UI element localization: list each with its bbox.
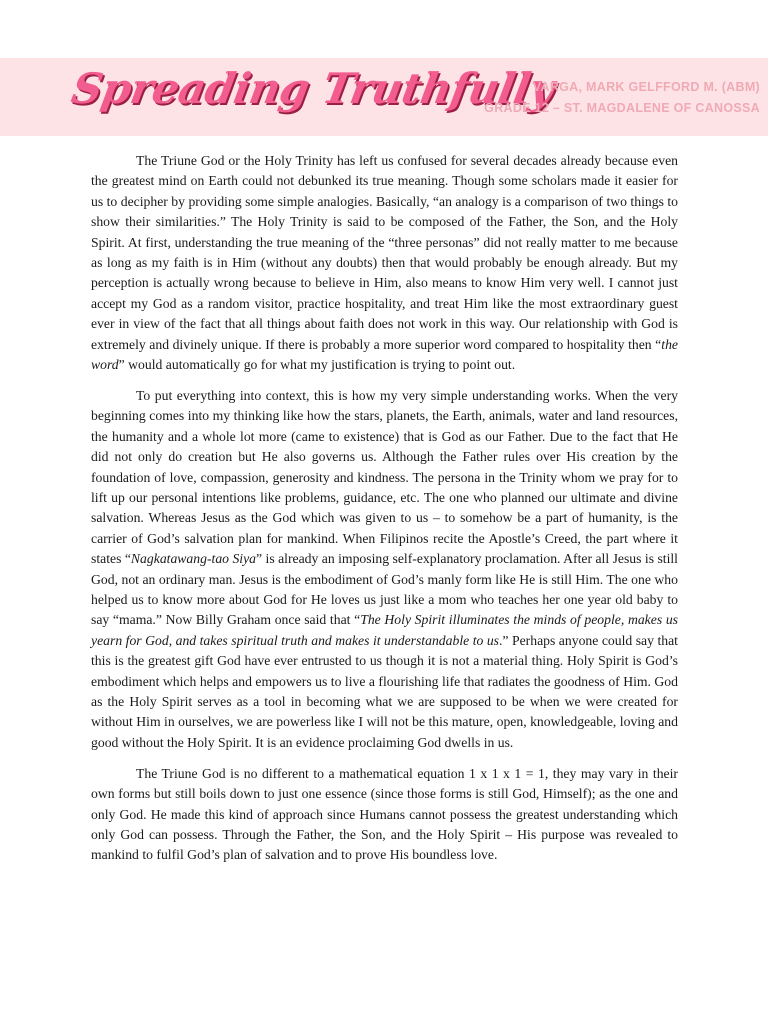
paragraph-2-text-a: To put everything into context, this is how my very simple understanding works. When the very beginning comes into my thinking like how the stars, planets, the Earth, animals, water and land resources, the humanity and a whole lot more (came to existence) that is God as our Father. Due to the fact that He did not only do creation but He also governs us. Although the Father rules over His creation by the foundation of love, compassion, generosity and kindness. The persona in the Trinity whom we pray for to lift up our personal intentions like problems, guidance, etc. The one who planned our ultimate and divine salvation. Whereas Jesus as the God which was given to us – to somehow be a part of humanity, is the carrier of God’s salvation plan for mankind. When Filipinos recite the Apostle’s Creed, the part where it states “ (91, 387, 678, 567)
document-title: Spreading Truthfully (68, 64, 558, 113)
paragraph-2-emphasis-quote: The Holy Spirit illuminates the minds of people, makes us yearn for God, and takes spiritual truth and makes it understandable to us (91, 612, 678, 648)
header-banner (0, 58, 768, 136)
paragraph-2 (91, 386, 678, 753)
paragraph-3 (91, 764, 678, 866)
author-block (484, 77, 760, 119)
paragraph-1-text-b: ” would automatically go for what my justification is trying to point out. (118, 357, 516, 373)
author-name: VARGA, MARK GELFFORD M. (ABM) (532, 80, 760, 94)
essay-body (91, 151, 678, 876)
paragraph-2-text-c: .” Perhaps anyone could say that this is the greatest gift God have ever entrusted to us though it is not a material thing. Holy Spirit is God’s embodiment which helps and empowers us to live a flourishing life that radiates the goodness of Him. God as the Holy Spirit serves as a tool in becoming what we are supposed to be when we were created for without Him in ourselves, we are powerless like I will not be this mature, open, knowledgeable, loving and good without the Holy Spirit. It is an evidence proclaiming God dwells in us. (91, 632, 678, 750)
author-grade-section: GRADE 12 – ST. MAGDALENE OF CANOSSA (484, 101, 760, 115)
paragraph-2-emphasis-creed: Nagkatawang-tao Siya (130, 551, 257, 567)
paragraph-3-text: The Triune God is no different to a mathematical equation 1 x 1 x 1 = 1, they may vary in their own forms but still boils down to just one essence (since those forms is still God, Himself); as the one and only God. He made this kind of approach since Humans cannot possess the greatest understanding which only God can possess. Through the Father, the Son, and the Holy Spirit – His purpose was revealed to mankind to fulfil God’s plan of salvation and to prove His boundless love. (91, 765, 678, 863)
paragraph-1 (91, 151, 678, 375)
paragraph-2-text-b: ” is already an imposing self-explanatory proclamation. After all Jesus is still God, not an ordinary man. Jesus is the embodiment of God’s manly form like He is still Him. The one who helped us to know more about God for He loves us just like a mom who teaches her one year old baby to say “mama.” Now Billy Graham once said that “ (91, 551, 678, 628)
paragraph-1-emphasis: the word (91, 336, 678, 373)
paragraph-1-text-a: The Triune God or the Holy Trinity has left us confused for several decades already because even the greatest mind on Earth could not debunked its true meaning. Though some scholars made it easier for us to decipher by providing some simple analogies. Basically, “an analogy is a comparison of two things to show their similarities.” The Holy Trinity is said to be composed of the Father, the Son, and the Holy Spirit. At first, understanding the true meaning of the “three personas” did not really matter to me because as long as my faith is in Him (without any doubts) then that would probably be enough already. But my perception is actually wrong because to believe in Him, also means to know Him very well. I cannot just accept my God as a random visitor, practice hospitality, and treat Him like the most extraordinary guest ever in view of the fact that all things about faith does not work in this way. Our relationship with God is extremely and divinely unique. If there is probably a more superior word compared to hospitality then “ (91, 153, 678, 352)
